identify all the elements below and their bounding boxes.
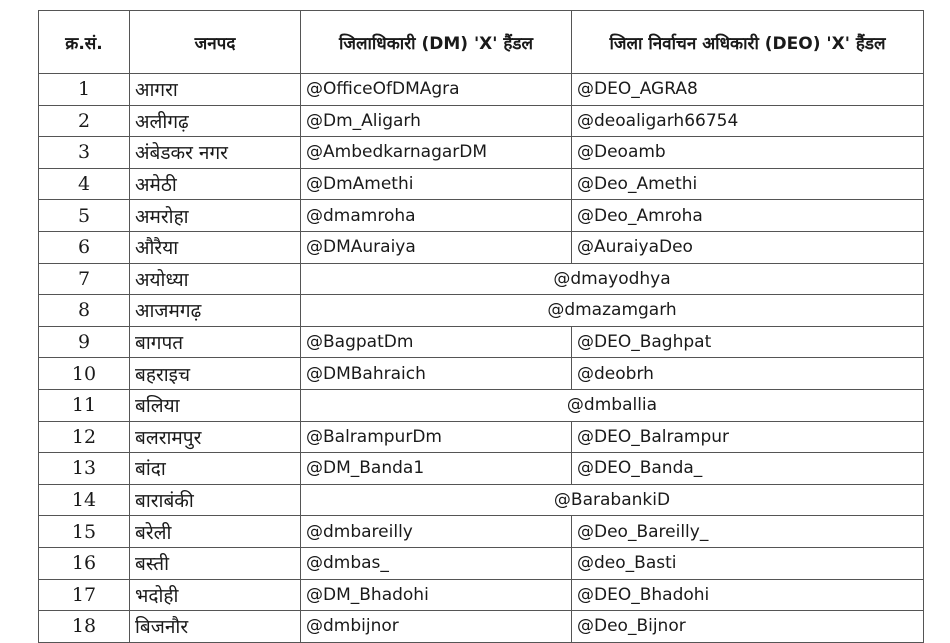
serial-number-cell: 5	[39, 200, 130, 232]
table-row	[39, 200, 924, 232]
dm-handle-cell: @DM_Bhadohi	[301, 579, 572, 611]
district-name-cell: बांदा	[130, 453, 301, 485]
serial-number-cell: 16	[39, 547, 130, 579]
deo-handle-cell: @AuraiyaDeo	[572, 231, 924, 263]
deo-handle-cell: @DEO_Balrampur	[572, 421, 924, 453]
district-name-cell: बरेली	[130, 516, 301, 548]
table-row	[39, 326, 924, 358]
deo-handle-cell: @Deo_Amroha	[572, 200, 924, 232]
table-row	[39, 74, 924, 106]
district-name-cell: आगरा	[130, 74, 301, 106]
district-name-cell: भदोही	[130, 579, 301, 611]
shared-handle-cell: @dmazamgarh	[301, 295, 924, 327]
serial-header: क्र.सं.	[39, 11, 130, 74]
district-handles-table	[38, 10, 924, 643]
dm-handle-cell: @OfficeOfDMAgra	[301, 74, 572, 106]
dm-handle-cell: @AmbedkarnagarDM	[301, 137, 572, 169]
serial-number-cell: 17	[39, 579, 130, 611]
table-row	[39, 295, 924, 327]
district-name-cell: बागपत	[130, 326, 301, 358]
table-row	[39, 421, 924, 453]
dm-handle-cell: @dmbas_	[301, 547, 572, 579]
district-name-cell: औरैया	[130, 231, 301, 263]
serial-number-cell: 15	[39, 516, 130, 548]
district-name-cell: बाराबंकी	[130, 484, 301, 516]
dm-handle-cell: @DMAuraiya	[301, 231, 572, 263]
serial-number-cell: 11	[39, 389, 130, 421]
table-row	[39, 516, 924, 548]
table-row	[39, 137, 924, 169]
shared-handle-cell: @dmballia	[301, 389, 924, 421]
table-row	[39, 105, 924, 137]
serial-number-cell: 7	[39, 263, 130, 295]
dm-handle-header: जिलाधिकारी (DM) 'X' हैंडल	[301, 11, 572, 74]
district-header: जनपद	[130, 11, 301, 74]
deo-handle-cell: @Deo_Bijnor	[572, 611, 924, 643]
deo-handle-cell: @DEO_Baghpat	[572, 326, 924, 358]
dm-handle-cell: @DM_Banda1	[301, 453, 572, 485]
district-name-cell: अमरोहा	[130, 200, 301, 232]
district-name-cell: अंबेडकर नगर	[130, 137, 301, 169]
deo-handle-cell: @DEO_Banda_	[572, 453, 924, 485]
serial-number-cell: 2	[39, 105, 130, 137]
serial-number-cell: 9	[39, 326, 130, 358]
serial-number-cell: 8	[39, 295, 130, 327]
district-name-cell: अलीगढ़	[130, 105, 301, 137]
deo-handle-cell: @deo_Basti	[572, 547, 924, 579]
deo-handle-header: जिला निर्वाचन अधिकारी (DEO) 'X' हैंडल	[572, 11, 924, 74]
serial-number-cell: 4	[39, 168, 130, 200]
dm-handle-cell: @DMBahraich	[301, 358, 572, 390]
district-name-cell: अमेठी	[130, 168, 301, 200]
deo-handle-cell: @DEO_AGRA8	[572, 74, 924, 106]
shared-handle-cell: @BarabankiD	[301, 484, 924, 516]
header-row	[39, 11, 924, 74]
serial-number-cell: 12	[39, 421, 130, 453]
district-name-cell: बहराइच	[130, 358, 301, 390]
table-row	[39, 547, 924, 579]
deo-handle-cell: @Deoamb	[572, 137, 924, 169]
dm-handle-cell: @BalrampurDm	[301, 421, 572, 453]
table-row	[39, 358, 924, 390]
table-row	[39, 579, 924, 611]
serial-number-cell: 3	[39, 137, 130, 169]
dm-handle-cell: @dmbareilly	[301, 516, 572, 548]
dm-handle-cell: @BagpatDm	[301, 326, 572, 358]
serial-number-cell: 1	[39, 74, 130, 106]
district-name-cell: आजमगढ़	[130, 295, 301, 327]
deo-handle-cell: @Deo_Bareilly_	[572, 516, 924, 548]
serial-number-cell: 18	[39, 611, 130, 643]
deo-handle-cell: @Deo_Amethi	[572, 168, 924, 200]
table-row	[39, 484, 924, 516]
dm-handle-cell: @dmamroha	[301, 200, 572, 232]
table-row	[39, 611, 924, 643]
dm-handle-cell: @dmbijnor	[301, 611, 572, 643]
deo-handle-cell: @deobrh	[572, 358, 924, 390]
dm-handle-cell: @Dm_Aligarh	[301, 105, 572, 137]
table-row	[39, 168, 924, 200]
serial-number-cell: 14	[39, 484, 130, 516]
serial-number-cell: 10	[39, 358, 130, 390]
dm-handle-cell: @DmAmethi	[301, 168, 572, 200]
serial-number-cell: 6	[39, 231, 130, 263]
table-row	[39, 453, 924, 485]
table-row	[39, 231, 924, 263]
district-name-cell: अयोध्या	[130, 263, 301, 295]
district-name-cell: बलरामपुर	[130, 421, 301, 453]
table-row	[39, 389, 924, 421]
shared-handle-cell: @dmayodhya	[301, 263, 924, 295]
serial-number-cell: 13	[39, 453, 130, 485]
district-name-cell: बस्ती	[130, 547, 301, 579]
deo-handle-cell: @DEO_Bhadohi	[572, 579, 924, 611]
district-name-cell: बलिया	[130, 389, 301, 421]
deo-handle-cell: @deoaligarh66754	[572, 105, 924, 137]
district-name-cell: बिजनौर	[130, 611, 301, 643]
table-row	[39, 263, 924, 295]
